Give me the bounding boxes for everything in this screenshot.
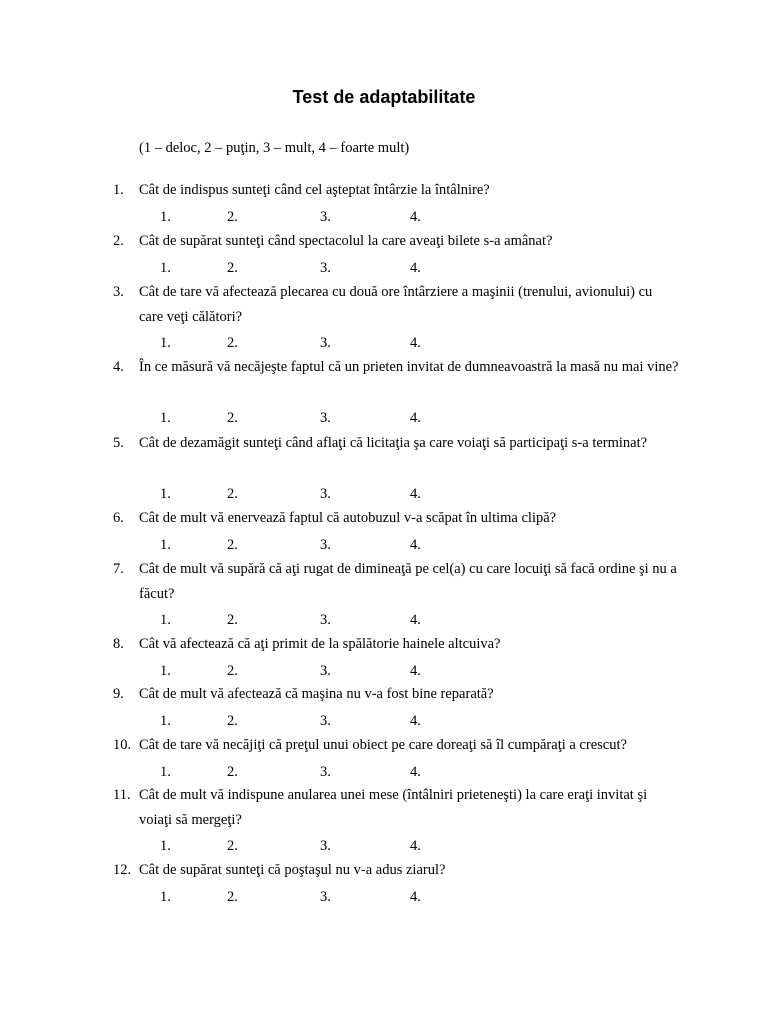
question-text: Cât de supărat sunteţi că poştaşul nu v-a adus ziarul? bbox=[139, 861, 446, 878]
answer-option-1[interactable]: 1. bbox=[160, 713, 171, 729]
question-text: Cât de dezamăgit sunteţi când aflaţi că licitaţia şa care voiaţi să participaţi s-a terminat? bbox=[139, 434, 648, 451]
answer-option-1[interactable]: 1. bbox=[160, 209, 171, 225]
answer-option-1[interactable]: 1. bbox=[160, 612, 171, 628]
answer-option-4[interactable]: 4. bbox=[410, 486, 421, 502]
question-number: 4. bbox=[113, 359, 124, 375]
answer-option-2[interactable]: 2. bbox=[227, 209, 238, 225]
answer-option-2[interactable]: 2. bbox=[227, 260, 238, 276]
answer-option-4[interactable]: 4. bbox=[410, 764, 421, 780]
answer-option-3[interactable]: 3. bbox=[320, 410, 331, 426]
answer-option-2[interactable]: 2. bbox=[227, 612, 238, 628]
answer-option-1[interactable]: 1. bbox=[160, 889, 171, 905]
answer-option-2[interactable]: 2. bbox=[227, 713, 238, 729]
question-text: Cât de mult vă indispune anularea unei mese (întâlniri prieteneşti) la care eraţi invitat şi voiaţi să mergeţi? bbox=[139, 786, 648, 828]
answer-option-1[interactable]: 1. bbox=[160, 335, 171, 351]
answer-option-3[interactable]: 3. bbox=[320, 764, 331, 780]
answer-option-2[interactable]: 2. bbox=[227, 537, 238, 553]
answer-option-1[interactable]: 1. bbox=[160, 838, 171, 854]
question-text: Cât de tare vă afectează plecarea cu două ore întârziere a maşinii (trenului, avionului) cu care veţi călători? bbox=[139, 283, 653, 325]
question-number: 6. bbox=[113, 510, 124, 526]
answer-option-4[interactable]: 4. bbox=[410, 410, 421, 426]
answer-option-3[interactable]: 3. bbox=[320, 889, 331, 905]
question-text: Cât de supărat sunteţi când spectacolul la care aveaţi bilete s-a amânat? bbox=[139, 232, 553, 249]
answer-option-2[interactable]: 2. bbox=[227, 838, 238, 854]
question-text: Cât de mult vă afectează că maşina nu v-a fost bine reparată? bbox=[139, 685, 494, 702]
answer-option-1[interactable]: 1. bbox=[160, 260, 171, 276]
answer-option-1[interactable]: 1. bbox=[160, 410, 171, 426]
answer-option-3[interactable]: 3. bbox=[320, 838, 331, 854]
question-text: În ce măsură vă necăjeşte faptul că un prieten invitat de dumneavoastră la masă nu mai vine? bbox=[139, 358, 679, 375]
answer-option-4[interactable]: 4. bbox=[410, 209, 421, 225]
answer-option-4[interactable]: 4. bbox=[410, 889, 421, 905]
answer-option-2[interactable]: 2. bbox=[227, 764, 238, 780]
question-number: 1. bbox=[113, 182, 124, 198]
answer-option-2[interactable]: 2. bbox=[227, 889, 238, 905]
answer-option-2[interactable]: 2. bbox=[227, 335, 238, 351]
answer-option-3[interactable]: 3. bbox=[320, 335, 331, 351]
answer-option-3[interactable]: 3. bbox=[320, 486, 331, 502]
answer-option-1[interactable]: 1. bbox=[160, 537, 171, 553]
question-text: Cât de mult vă supără că aţi rugat de dimineaţă pe cel(a) cu care locuiţi să facă ordine şi nu a făcut? bbox=[139, 560, 677, 602]
question-text: Cât de mult vă enervează faptul că autobuzul v-a scăpat în ultima clipă? bbox=[139, 509, 557, 526]
question-number: 9. bbox=[113, 686, 124, 702]
question-number: 12. bbox=[113, 862, 132, 878]
answer-option-3[interactable]: 3. bbox=[320, 537, 331, 553]
answer-option-2[interactable]: 2. bbox=[227, 663, 238, 679]
answer-option-3[interactable]: 3. bbox=[320, 209, 331, 225]
answer-option-2[interactable]: 2. bbox=[227, 410, 238, 426]
answer-option-4[interactable]: 4. bbox=[410, 612, 421, 628]
question-text: Cât de tare vă necăjiţi că preţul unui obiect pe care doreaţi să îl cumpăraţi a crescut? bbox=[139, 736, 627, 753]
question-number: 8. bbox=[113, 636, 124, 652]
answer-option-4[interactable]: 4. bbox=[410, 335, 421, 351]
question-number: 10. bbox=[113, 737, 132, 753]
answer-option-1[interactable]: 1. bbox=[160, 764, 171, 780]
answer-option-3[interactable]: 3. bbox=[320, 713, 331, 729]
answer-option-3[interactable]: 3. bbox=[320, 260, 331, 276]
answer-option-1[interactable]: 1. bbox=[160, 663, 171, 679]
answer-option-4[interactable]: 4. bbox=[410, 713, 421, 729]
answer-option-4[interactable]: 4. bbox=[410, 838, 421, 854]
question-number: 3. bbox=[113, 284, 124, 300]
answer-option-4[interactable]: 4. bbox=[410, 537, 421, 553]
answer-option-4[interactable]: 4. bbox=[410, 663, 421, 679]
question-number: 2. bbox=[113, 233, 124, 249]
question-text: Cât de indispus sunteţi când cel aşteptat întârzie la întâlnire? bbox=[139, 181, 490, 198]
answer-option-1[interactable]: 1. bbox=[160, 486, 171, 502]
question-number: 7. bbox=[113, 561, 124, 577]
answer-option-4[interactable]: 4. bbox=[410, 260, 421, 276]
answer-option-3[interactable]: 3. bbox=[320, 612, 331, 628]
question-text: Cât vă afectează că aţi primit de la spălătorie hainele altcuiva? bbox=[139, 635, 501, 652]
question-number: 5. bbox=[113, 435, 124, 451]
answer-option-3[interactable]: 3. bbox=[320, 663, 331, 679]
answer-option-2[interactable]: 2. bbox=[227, 486, 238, 502]
rating-scale-legend: (1 – deloc, 2 – puţin, 3 – mult, 4 – foarte mult) bbox=[139, 140, 410, 156]
question-number: 11. bbox=[113, 787, 131, 803]
page-title: Test de adaptabilitate bbox=[292, 87, 476, 107]
